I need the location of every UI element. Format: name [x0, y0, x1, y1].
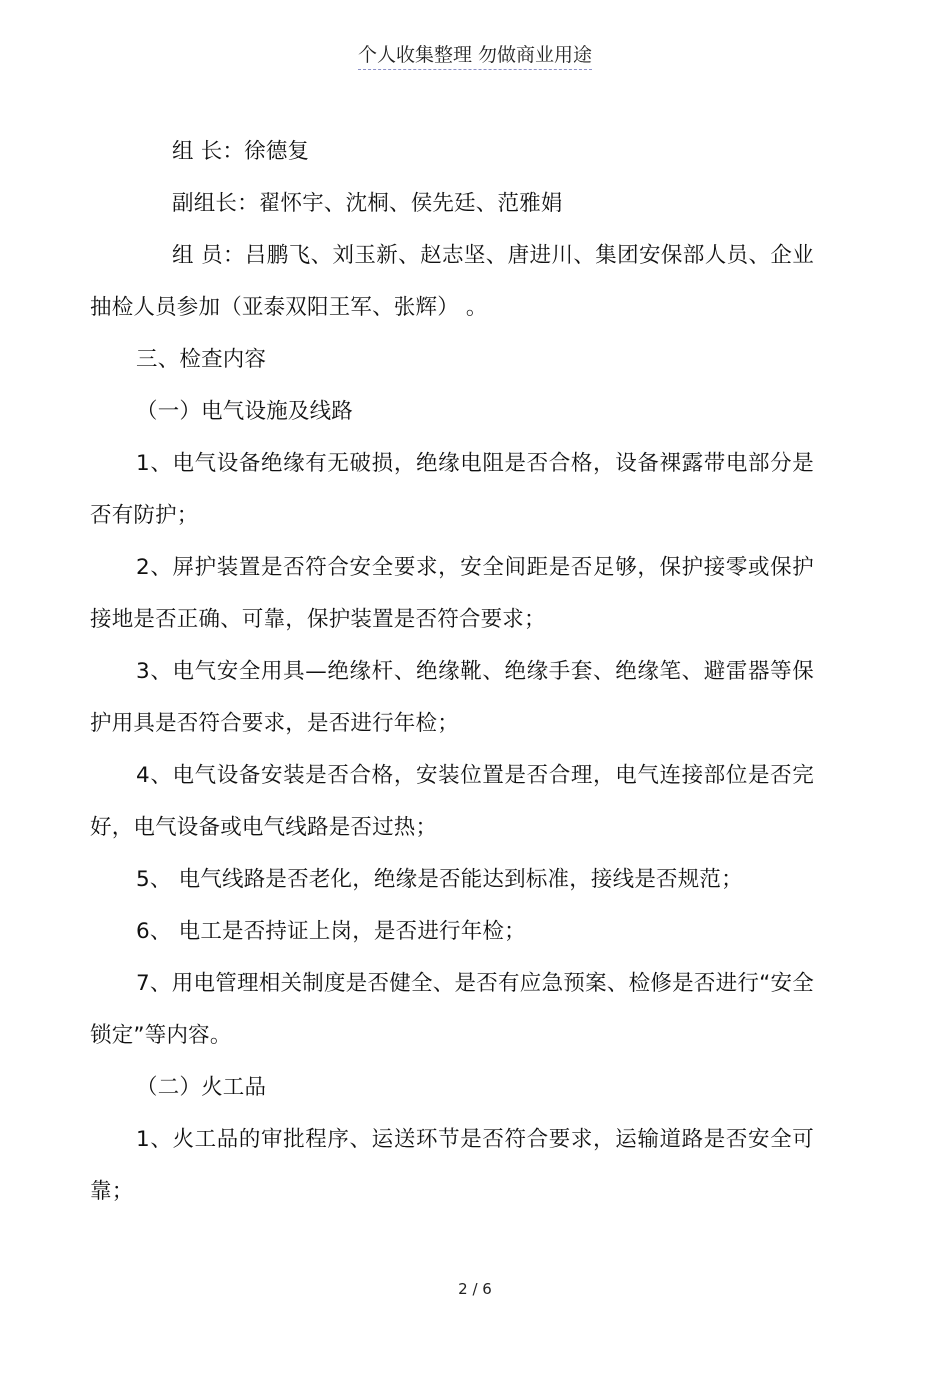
subsection-heading: （二）火工品: [136, 1075, 267, 1100]
list-item: 2、屏护装置是否符合安全要求，安全间距是否足够，保护接零或保护接地是否正确、可靠，保护装置是否符合要求；: [90, 555, 814, 632]
page-header: [0, 40, 950, 67]
list-item: 4、电气设备安装是否合格，安装位置是否合理，电气连接部位是否完好，电气设备或电气线路是否过热；: [90, 763, 814, 840]
list-item: 3、电气安全用具—绝缘杆、绝缘靴、绝缘手套、绝缘笔、避雷器等保护用具是否符合要求，是否进行年检；: [90, 659, 814, 736]
list-item: 1、电气设备绝缘有无破损，绝缘电阻是否合格，设备裸露带电部分是否有防护；: [90, 451, 814, 528]
section-heading: 三、检查内容: [136, 347, 267, 372]
team-leader-line: 组 长：徐德复: [172, 139, 310, 164]
header-text: 个人收集整理 勿做商业用途: [358, 44, 592, 70]
page-number: 2 / 6: [458, 1280, 492, 1298]
deputy-leader-line: 副组长：翟怀宇、沈桐、侯先廷、范雅娟: [172, 191, 563, 216]
list-item: 5、 电气线路是否老化，绝缘是否能达到标准，接线是否规范；: [136, 867, 743, 892]
subsection-heading: （一）电气设施及线路: [136, 399, 354, 424]
team-members-line: 组 员：吕鹏飞、刘玉新、赵志坚、唐进川、集团安保部人员、企业抽检人员参加（亚泰双阳王军、张辉） 。: [90, 243, 814, 320]
list-item: 1、火工品的审批程序、运送环节是否符合要求，运输道路是否安全可靠；: [90, 1127, 814, 1204]
list-item: 7、用电管理相关制度是否健全、是否有应急预案、检修是否进行“安全锁定”等内容。: [90, 971, 814, 1048]
document-body: [90, 126, 814, 1218]
list-item: 6、 电工是否持证上岗，是否进行年检；: [136, 919, 526, 944]
